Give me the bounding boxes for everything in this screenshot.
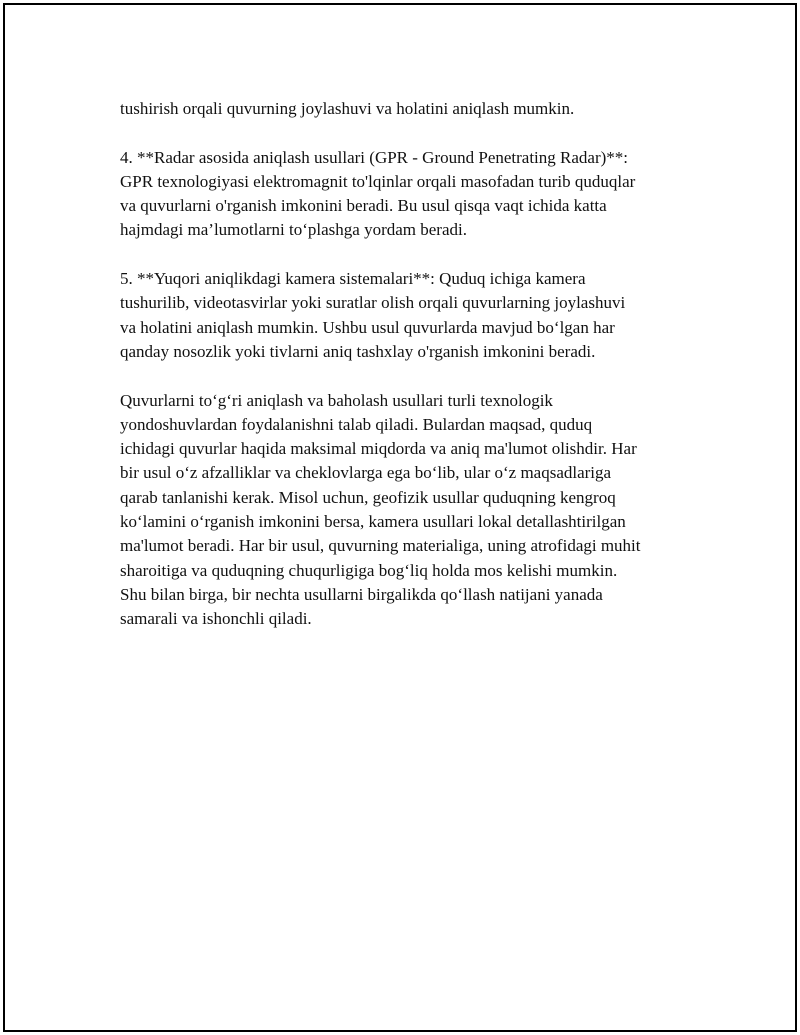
paragraph-spacer [120,243,710,267]
text-line: hajmdagi ma’lumotlarni to‘plashga yordam beradi. [120,220,467,240]
paragraph-item-4 [120,146,710,243]
text-line: 4. **Radar asosida aniqlash usullari (GPR - Ground Penetrating Radar)**: [120,147,629,167]
text-line: yondoshuvlardan foydalanishni talab qiladi. Bulardan maqsad, quduq [120,414,593,434]
paragraph-spacer [120,121,710,145]
paragraph-item-5 [120,267,710,364]
text-line: va holatini aniqlash mumkin. Ushbu usul quvurlarda mavjud bo‘lgan har [120,317,615,337]
paragraph-conclusion [120,389,710,632]
text-line: tushurilib, videotasvirlar yoki suratlar olish orqali quvurlarning joylashuvi [120,293,626,313]
paragraph-continuation [120,97,710,121]
text-line: ko‘lamini o‘rganish imkonini bersa, kamera usullari lokal detallashtirilgan [120,512,626,532]
text-line: Shu bilan birga, bir nechta usullarni birgalikda qo‘llash natijani yanada [120,584,603,604]
text-line: sharoitiga va quduqning chuqurligiga bog‘liq holda mos kelishi mumkin. [120,560,618,580]
text-line: 5. **Yuqori aniqlikdagi kamera sistemalari**: Quduq ichiga kamera [120,269,586,289]
text-line: tushirish orqali quvurning joylashuvi va holatini aniqlash mumkin. [120,99,575,118]
text-line: ma'lumot beradi. Har bir usul, quvurning materialiga, uning atrofidagi muhit [120,536,641,556]
text-line: va quvurlarni o'rganish imkonini beradi. Bu usul qisqa vaqt ichida katta [120,196,607,216]
text-line: qanday nosozlik yoki tivlarni aniq tashxlay o'rganish imkonini beradi. [120,341,596,361]
text-line: ichidagi quvurlar haqida maksimal miqdorda va aniq ma'lumot olishdir. Har [120,439,637,459]
text-line: Quvurlarni to‘g‘ri aniqlash va baholash usullari turli texnologik [120,390,553,410]
paragraph-spacer [120,364,710,388]
document-body [120,97,710,632]
text-line: qarab tanlanishi kerak. Misol uchun, geofizik usullar quduqning kengroq [120,487,616,507]
text-line: bir usul o‘z afzalliklar va cheklovlarga ega bo‘lib, ular o‘z maqsadlariga [120,463,612,483]
text-line: samarali va ishonchli qiladi. [120,609,312,629]
text-line: GPR texnologiyasi elektromagnit to'lqinlar orqali masofadan turib quduqlar [120,171,636,191]
document-page [3,3,797,1032]
